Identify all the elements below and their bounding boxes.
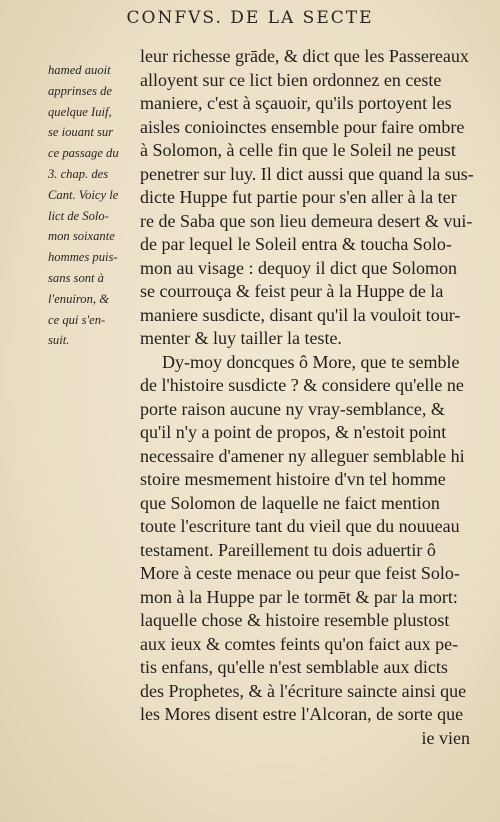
text-line: les Mores disent estre l'Alcoran, de sorte que [140, 704, 464, 724]
margin-line: apprinses de [48, 83, 113, 98]
margin-line: 3. chap. des [48, 166, 109, 181]
text-line: à Solomon, à celle fin que le Soleil ne peust [140, 140, 456, 160]
paragraph-start-line: Dy-moy doncques ô More, que te semble [162, 351, 460, 372]
catchword: ie vien [421, 727, 470, 748]
margin-line: lict de Solo- [48, 208, 109, 223]
text-line: menter & luy tailler la teste. [140, 328, 342, 348]
margin-line: ce passage du [48, 146, 119, 161]
text-line: porte raison aucune ny vray-semblance, & [140, 398, 445, 419]
text-line: de par lequel le Soleil entra & toucha Solo- [140, 234, 452, 254]
text-line: maniere, c'est à sçauoir, qu'ils portoyent les [140, 93, 452, 113]
text-line: que Solomon de laquelle ne faict mention [140, 492, 440, 513]
text-line: penetrer sur luy. Il dict aussi que quand la sus- [140, 163, 474, 184]
margin-line: sans sont à [48, 270, 104, 285]
margin-line: ce qui s'en- [48, 312, 106, 327]
text-line: alloyent sur ce lict bien ordonnez en ceste [140, 69, 442, 90]
margin-line: se iouant sur [48, 125, 114, 140]
text-line: aisles conioinctes ensemble pour faire ombre [140, 116, 465, 137]
text-line: necessaire d'amener ny alleguer semblable hi [140, 445, 465, 466]
text-line: tis enfans, qu'elle n'est semblable aux dicts [140, 657, 448, 677]
margin-line: hamed auoit [48, 63, 111, 77]
text-line: stoire mesmement histoire d'vn tel homme [140, 469, 446, 489]
text-line: re de Saba que son lieu demeura desert & vui- [140, 210, 473, 231]
text-line: de l'histoire susdicte ? & considere qu'elle ne [140, 375, 464, 395]
text-line: mon à la Huppe par le tormēt & par la mort: [140, 586, 458, 607]
running-header: CONFVS. DE LA SECTE [126, 8, 374, 28]
text-line: laquelle chose & histoire resemble plustost [140, 610, 450, 630]
main-text [140, 45, 488, 750]
margin-line: l'enuiron, & [48, 291, 109, 306]
text-line: More à ceste menace ou peur que feist Solo- [140, 563, 460, 583]
text-line: aux ieux & comtes feints qu'on faict aux pe- [140, 633, 459, 654]
text-line: qu'il n'y a point de propos, & n'estoit point [140, 422, 447, 442]
text-line: toute l'escriture tant du vieil que du nouueau [140, 516, 460, 536]
text-line: maniere susdicte, disant qu'il la vouloit tour- [140, 304, 461, 325]
text-line: se courrouça & feist peur à la Huppe de la [140, 281, 444, 301]
marginal-note [48, 60, 140, 351]
margin-line: hommes puis- [48, 250, 118, 265]
text-line: mon au visage : dequoy il dict que Solomon [140, 257, 457, 278]
text-line: des Prophetes, & à l'écriture saincte ainsi que [140, 680, 467, 701]
margin-line: mon soixante [48, 229, 115, 244]
text-line: leur richesse grāde, & dict que les Passereaux [140, 46, 469, 66]
text-line: testament. Pareillement tu dois aduertir ô [140, 539, 436, 560]
margin-line: Cant. Voicy le [48, 187, 119, 202]
margin-line: suit. [48, 333, 70, 348]
text-line: dicte Huppe fut partie pour s'en aller à la ter [140, 187, 457, 207]
margin-line: quelque Iuif, [48, 104, 112, 119]
